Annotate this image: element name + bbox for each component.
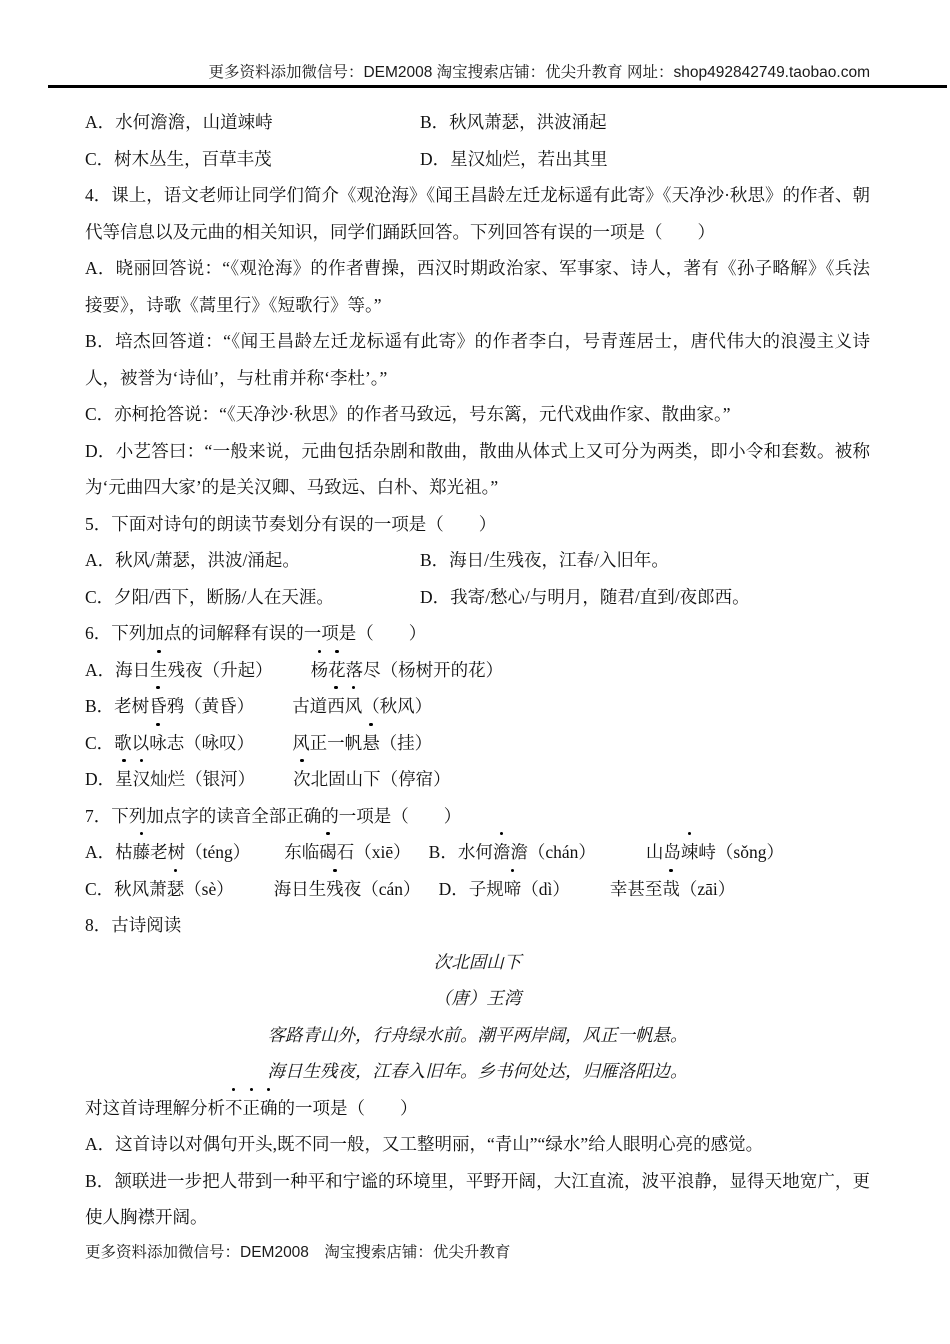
poem — [85, 944, 870, 1090]
exam-content — [85, 104, 870, 1236]
header-divider-line — [48, 85, 947, 88]
q6-option-a: A．海日生残夜（升起） 杨花落尽（杨树开的花） — [85, 652, 870, 689]
q5-stem: 5．下面对诗句的朗读节奏划分有误的一项是（ ） — [85, 513, 497, 534]
q5-options-row-2 — [85, 579, 870, 616]
q8-option-b: B．颔联进一步把人带到一种平和宁谧的环境里，平野开阔，大江直流，波平浪静，显得天地宽广，更使人胸襟开阔。 — [85, 1170, 870, 1227]
q6-stem: 6．下列加点的词解释有误的一项是（ ） — [85, 623, 427, 643]
q5-options-row-1 — [85, 542, 870, 579]
q5-option-c: C．夕阳/西下，断肠/人在天涯。 — [85, 586, 334, 607]
q3-option-d: D．星汉灿烂，若出其里 — [420, 148, 608, 169]
q3-option-a: A．水何澹澹，山道竦峙 — [85, 112, 273, 132]
header-promo-text: 更多资料添加微信号：DEM2008 淘宝搜索店铺：优尖升教育 网址：shop492842749.taobao.com — [208, 64, 870, 81]
poem-line-1: 客路青山外，行舟绿水前。潮平两岸阔，风正一帆悬。 — [267, 1024, 688, 1045]
q3-options-row-2 — [85, 141, 870, 178]
footer-promo-text: 更多资料添加微信号：DEM2008 淘宝搜索店铺：优尖升教育 — [85, 1244, 511, 1261]
poem-author: （唐）王湾 — [433, 988, 522, 1008]
q4-option-d: D．小艺答曰：“一般来说，元曲包括杂剧和散曲，散曲从体式上又可分为两类，即小令和套数。被称为‘元曲四大家’的是关汉卿、马致远、白朴、郑光祖。” — [85, 440, 870, 497]
q3-option-c: C．树木丛生，百草丰茂 — [85, 148, 272, 169]
q5-option-b: B．海日/生残夜，江春/入旧年。 — [420, 550, 669, 570]
q7-stem: 7．下列加点字的读音全部正确的一项是（ ） — [85, 805, 462, 826]
q4-option-a: A．晓丽回答说：“《观沧海》的作者曹操，西汉时期政治家、军事家、诗人，著有《孙子略解》《兵法接要》，诗歌《蒿里行》《短歌行》等。” — [85, 258, 870, 315]
q7-options-row-2: C．秋风萧瑟（sè） 海日生残夜（cán） D．子规啼（dì） 幸甚至哉（zāi） — [85, 871, 870, 908]
q7-options-row-1: A．枯藤老树（téng） 东临碣石（xiē） B．水何澹澹（chán） 山岛竦峙（sǒng） — [85, 834, 870, 871]
q5-option-d: D．我寄/愁心/与明月，随君/直到/夜郎西。 — [420, 586, 750, 607]
q3-options-row-1 — [85, 104, 870, 141]
q6-option-c: C．歌以咏志（咏叹） 风正一帆悬（挂） — [85, 725, 870, 762]
q8-stem: 对这首诗理解分析不正确的一项是（ ） — [85, 1090, 870, 1127]
q6-option-b: B．老树昏鸦（黄昏） 古道西风（秋风） — [85, 688, 870, 725]
q8-option-a: A．这首诗以对偶句开头,既不同一般，又工整明丽，“青山”“绿水”给人眼明心亮的感觉。 — [85, 1134, 764, 1154]
q4-option-c: C．亦柯抢答说：“《天净沙·秋思》的作者马致远，号东篱，元代戏曲作家、散曲家。” — [85, 404, 731, 424]
q5-option-a: A．秋风/萧瑟，洪波/涌起。 — [85, 550, 300, 570]
q6-option-d: D．星汉灿烂（银河） 次北固山下（停宿） — [85, 761, 870, 798]
q3-option-b: B．秋风萧瑟，洪波涌起 — [420, 112, 607, 132]
poem-title: 次北固山下 — [433, 951, 522, 972]
q8-label: 8．古诗阅读 — [85, 915, 182, 935]
q4-stem: 4．课上，语文老师让同学们简介《观沧海》《闻王昌龄左迁龙标遥有此寄》《天净沙·秋思》的作者、朝代等信息以及元曲的相关知识，同学们踊跃回答。下列回答有误的一项是（ ） — [85, 185, 870, 242]
poem-line-2: 海日生残夜，江春入旧年。乡书何处达，归雁洛阳边。 — [267, 1061, 688, 1081]
q4-option-b: B．培杰回答道：“《闻王昌龄左迁龙标遥有此寄》的作者李白，号青莲居士，唐代伟大的浪漫主义诗人，被誉为‘诗仙’，与杜甫并称‘李杜’。” — [85, 331, 870, 388]
